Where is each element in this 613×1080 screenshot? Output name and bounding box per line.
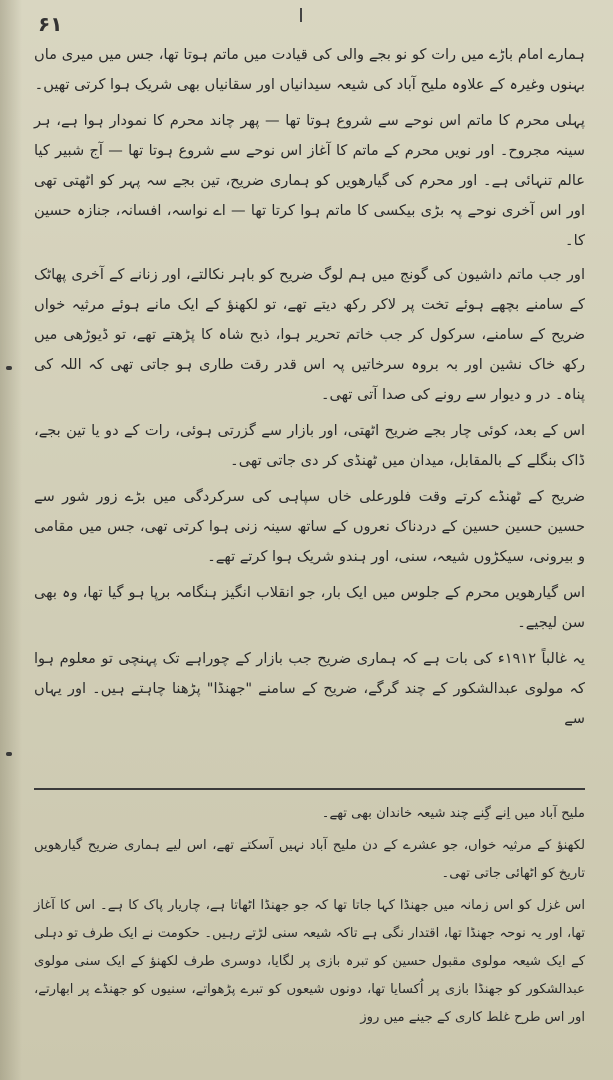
- paragraph: ہمارے امام باڑے میں رات کو نو بجے والی کی قیادت میں ماتم ہوتا تھا، جس میں میری ماں بہنوں وغیرہ کے علاوہ ملیح آباد کی شیعہ سیدانیاں اور سقانیاں بھی شریک ہوا کرتی تھیں۔: [34, 46, 585, 93]
- page-gutter-shadow: [0, 0, 22, 1080]
- paragraph: ضریح کے ٹھنڈے کرتے وقت فلورعلی خاں سپاہی کی سرکردگی میں بڑے زور شور سے حسین حسین حسین کے دردناک نعروں کے ساتھ سینہ زنی ہوا کرتی تھی، جس میں مقامی و بیرونی، سیکڑوں شیعہ، سنی، اور ہندو شریک ہوا کرتے تھے۔: [34, 488, 585, 565]
- paragraph: اس کے بعد، کوئی چار بجے ضریح اٹھتی، اور بازار سے گزرتی ہوئی، رات کے دو یا تین بجے، ڈاک بنگلے کے بالمقابل، میدان میں ٹھنڈی کر دی جاتی تھی۔: [34, 422, 585, 469]
- margin-mark: [6, 752, 12, 756]
- paragraph: اور جب ماتم داشیون کی گونج میں ہم لوگ ضریح کو باہر نکالتے، اور زنانے کے آخری پھاٹک کے سامنے بچھے ہوئے تخت پر لاکر رکھ دیتے تھے، تو لکھنؤ کے ایک مانے ہوئے مرثیہ خواں ضریح کے سامنے، سرکول کر جب خاتم تحریر ہوا، ذبح شاہ کا پڑھتے تھے، تو ڈیوڑھی میں رکھ خاک نشین اور بہ بروہ سرخاتیں پہ اس قدر رقت طاری ہو جاتی تھی کہ اللہ کی پناہ۔ در و دیوار سے رونے کی صدا آتی تھی۔: [34, 266, 585, 403]
- footnote-divider: [34, 788, 585, 790]
- footnote: ملیح آباد میں اِنے گِنے چند شیعہ خاندان بھی تھے۔: [321, 806, 585, 821]
- top-print-mark: [300, 8, 302, 22]
- paragraph: یہ غالباً ۱۹۱۲ء کی بات ہے کہ ہماری ضریح جب بازار کے چوراہے تک پہنچی تو معلوم ہوا کہ مولوی عبدالشکور کے چند گرگے، ضریح کے سامنے "جھنڈا" پڑھنا چاہتے ہیں۔ اور یہاں سے: [34, 650, 585, 727]
- paragraph: پہلی محرم کا ماتم اس نوحے سے شروع ہوتا تھا — پھر چاند محرم کا نمودار ہوا ہے، ہر سینہ مجروح۔ اور نویں محرم کے ماتم کا آغاز اس نوحے سے شروع ہوتا تھا — آج شبیر کیا عالم تنہائی ہے۔ اور محرم کی گیارھویں کو ہماری ضریح، تین بجے سہ پہر کو اٹھتی تھی اور اس آخری نوحے پہ بڑی بیکسی کا ماتم ہوا کرتا تھا — اے نواسہ، افسانہ، جنازہ حسین کا۔: [34, 112, 585, 249]
- footnotes: [34, 800, 585, 1036]
- main-text: [34, 40, 585, 740]
- page-number: ۶۱: [38, 12, 63, 36]
- footnote: لکھنؤ کے مرثیہ خواں، جو عشرے کے دن ملیح آباد نہیں آسکتے تھے، اس لیے ہماری ضریح گیارھویں تاریخ کو اٹھائی جاتی تھی۔: [34, 838, 585, 881]
- margin-mark: [6, 366, 12, 370]
- paragraph: اس گیارھویں محرم کے جلوس میں ایک بار، جو انقلاب انگیز ہنگامہ برپا ہو گیا تھا، وہ بھی سن لیجیے۔: [34, 584, 585, 631]
- footnote: اس غزل کو اس زمانہ میں جھنڈا کہا جاتا تھا کہ جو جھنڈا اٹھاتا ہے، چاریار پاک کا ہے۔ اس کا آغاز تھا، اور یہ نوحہ جھنڈا تھا، اقتدار نگی ہے تاکہ شیعہ سنی لڑتے رہیں۔ حکومت نے ایک طرف تو دہلی کے ایک شیعہ مولوی مقبول حسین کو تبرہ بازی پر لگایا، دوسری طرف لکھنؤ کے ایک سنی مولوی عبدالشکور کو جھنڈا بازی پر اُکسایا تھا، دونوں شیعوں کو تبرے پڑھواتے، سنیوں کو جھنڈے پر ابھارتے، اور اس طرح غلط کاری کے جینے میں روز: [34, 898, 585, 1025]
